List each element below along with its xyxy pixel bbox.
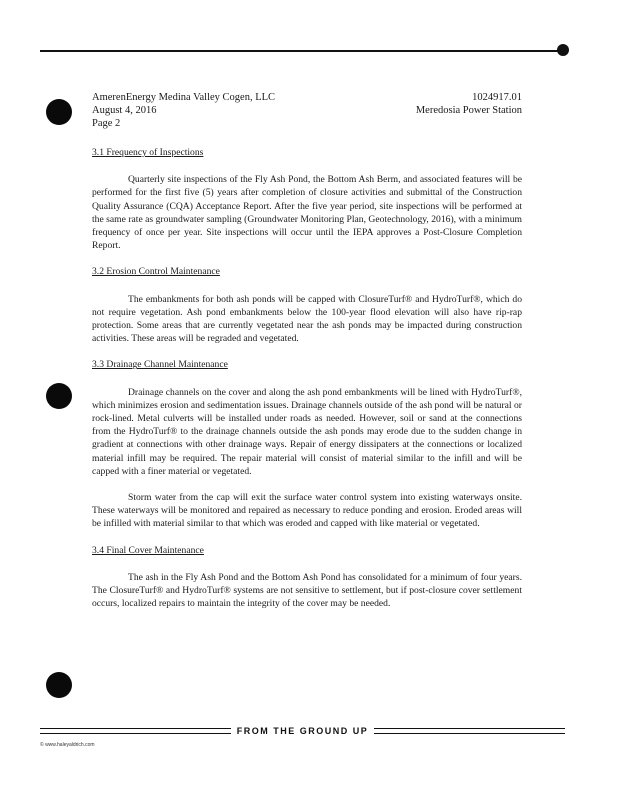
section-final-cover: [92, 544, 522, 611]
letter-header: [92, 91, 522, 130]
top-rule: [40, 50, 560, 52]
footer-band: [40, 724, 565, 738]
section-heading: 3.1 Frequency of Inspections: [92, 147, 204, 158]
header-row-2: [92, 104, 522, 117]
footer-tagline: FROM THE GROUND UP: [236, 726, 369, 736]
section-drainage-channel: [92, 358, 522, 530]
footer-line-right: [374, 728, 565, 734]
document-body: [92, 146, 522, 623]
footer-line-left: [40, 728, 231, 734]
section-heading: 3.3 Drainage Channel Maintenance: [92, 359, 228, 371]
corner-mark: [557, 44, 569, 56]
punch-hole-middle: [46, 383, 72, 409]
section-heading: 3.2 Erosion Control Maintenance: [92, 266, 220, 278]
footer-website: © www.haleyaldrich.com: [40, 742, 95, 748]
section-erosion-control: [92, 265, 522, 345]
project-number: 1024917.01: [472, 92, 522, 103]
section-paragraph: The embankments for both ash ponds will be capped with ClosureTurf® and HydroTurf®, which do not require vegetation. Ash pond embankments below the 100-year flood elevation will also have rip-rap protection. Some areas that are currently vegetated near the ash ponds may be impacted during construction activities. These areas will be regraded and vegetated.: [92, 293, 522, 345]
section-paragraph: Storm water from the cap will exit the surface water control system into existing waterways onsite. These waterways will be monitored and repaired as necessary to reduce ponding and erosion. Eroded areas will be infilled with material similar to that which was eroded and capped with like material or vegetated.: [92, 492, 522, 530]
company-name: AmerenEnergy Medina Valley Cogen, LLC: [92, 92, 276, 103]
punch-hole-bottom: [46, 672, 72, 698]
section-paragraph: Drainage channels on the cover and along the ash pond embankments will be lined with HydroTurf®, which minimizes erosion and sedimentation issues. Drainage channels outside of the ash pond will be natural or rock-lined. Metal culverts will be installed under roads as needed. However, soil or sand at the connections from the HydroTurf® to the drainage channels outside the ash ponds may erode due to the sudden change in gradient at connections with other drainage ways. Repair of energy dissipaters at the connections or localized material infill may be required. The repair material will consist of material similar to the infill and will be capped with a finer material or vegetated.: [92, 386, 522, 477]
section-heading: 3.4 Final Cover Maintenance: [92, 544, 204, 556]
station-name: Meredosia Power Station: [415, 105, 522, 116]
punch-hole-top: [46, 99, 72, 125]
header-row-3: [92, 117, 522, 130]
header-row-1: [92, 91, 522, 104]
section-paragraph: Quarterly site inspections of the Fly Ash Pond, the Bottom Ash Berm, and associated features will be performed for the first five (5) years after completion of closure activities and submittal of the Construction Quality Assurance (CQA) Acceptance Report. After the five year period, site inspections will be performed at the same rate as groundwater sampling (Groundwater Monitoring Plan, Geotechnology, 2016), with a minimum frequency of once per year. Site inspections will occur until the IEPA approves a Post-Closure Completion Report.: [92, 174, 522, 252]
letter-date: August 4, 2016: [92, 105, 157, 116]
section-paragraph: The ash in the Fly Ash Pond and the Bottom Ash Pond has consolidated for a minimum of four years. The ClosureTurf® and HydroTurf® systems are not sensitive to settlement, but if post-closure cover settlement occurs, localized repairs to maintain the integrity of the cover may be needed.: [92, 571, 522, 610]
page-number: Page 2: [92, 118, 121, 129]
section-frequency-of-inspections: [92, 146, 522, 252]
